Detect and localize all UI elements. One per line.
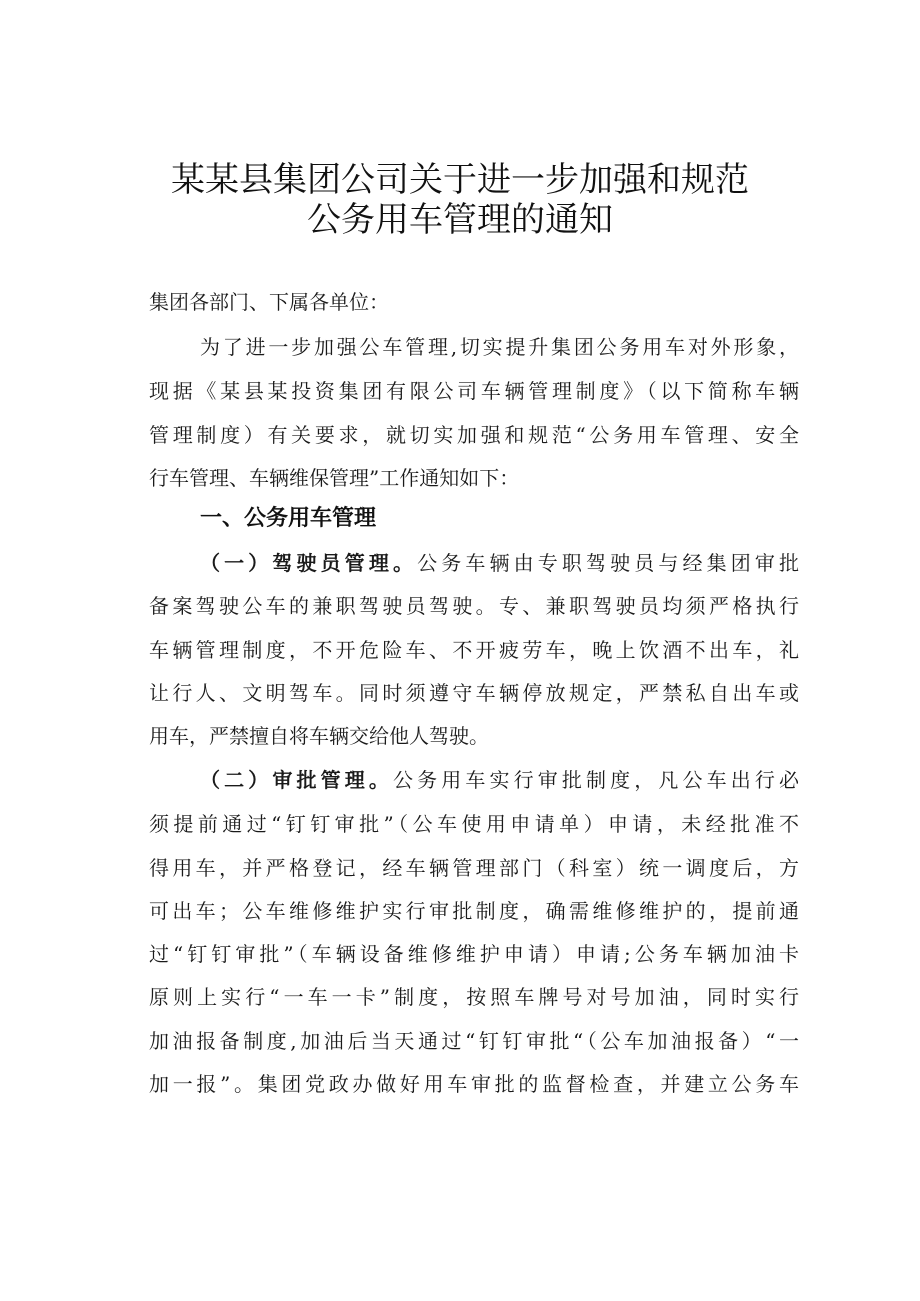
item-2-line: 加油报备制度,加油后当天通过“钉钉审批“（公车加油报备）“一 [149, 1029, 799, 1053]
item-1-line: 车辆管理制度，不开危险车、不开疲劳车，晚上饮酒不出车，礼 [149, 638, 799, 662]
item-2-first-line-text: 公务用车实行审批制度，凡公车出行必 [393, 768, 799, 792]
item-2-first-line [200, 768, 799, 792]
item-1-label: （一）驾驶员管理。 [200, 551, 418, 575]
item-2-line: 须提前通过“钉钉审批”（公车使用申请单）申请，未经批准不 [149, 812, 799, 836]
item-2-line: 可出车；公车维修维护实行审批制度，确需维修维护的，提前通 [149, 899, 799, 923]
intro-line: 管理制度）有关要求，就切实加强和规范“公务用车管理、安全 [149, 423, 799, 447]
document-title-line-2: 公务用车管理的通知 [307, 200, 613, 240]
item-1-line: 备案驾驶公车的兼职驾驶员驾驶。专、兼职驾驶员均须严格执行 [149, 594, 799, 618]
item-1-line: 用车，严禁擅自将车辆交给他人驾驶。 [149, 724, 489, 748]
item-2-label: （二）审批管理。 [200, 768, 393, 792]
item-1-first-line-text: 公务车辆由专职驾驶员与经集团审批 [417, 551, 799, 575]
section-1-heading: 一、公务用车管理 [200, 506, 377, 531]
item-2-line: 过“钉钉审批”（车辆设备维修维护申请）申请;公务车辆加油卡 [149, 942, 799, 966]
intro-line: 为了进一步加强公车管理,切实提升集团公务用车对外形象， [200, 335, 799, 359]
item-1-line: 让行人、文明驾车。同时须遵守车辆停放规定，严禁私自出车或 [149, 681, 799, 705]
salutation: 集团各部门、下属各单位： [149, 290, 389, 314]
item-2-line: 原则上实行“一车一卡”制度，按照车牌号对号加油，同时实行 [149, 985, 799, 1009]
intro-line: 现据《某县某投资集团有限公司车辆管理制度》（以下简称车辆 [149, 379, 799, 403]
item-2-line: 加一报”。集团党政办做好用车审批的监督检查，并建立公务车 [149, 1072, 799, 1096]
document-title-line-1: 某某县集团公司关于进一步加强和规范 [171, 160, 749, 200]
item-1-first-line [200, 551, 799, 575]
intro-line: 行车管理、车辆维保管理”工作通知如下： [149, 466, 520, 490]
item-2-line: 得用车，并严格登记，经车辆管理部门（科室）统一调度后，方 [149, 856, 799, 880]
